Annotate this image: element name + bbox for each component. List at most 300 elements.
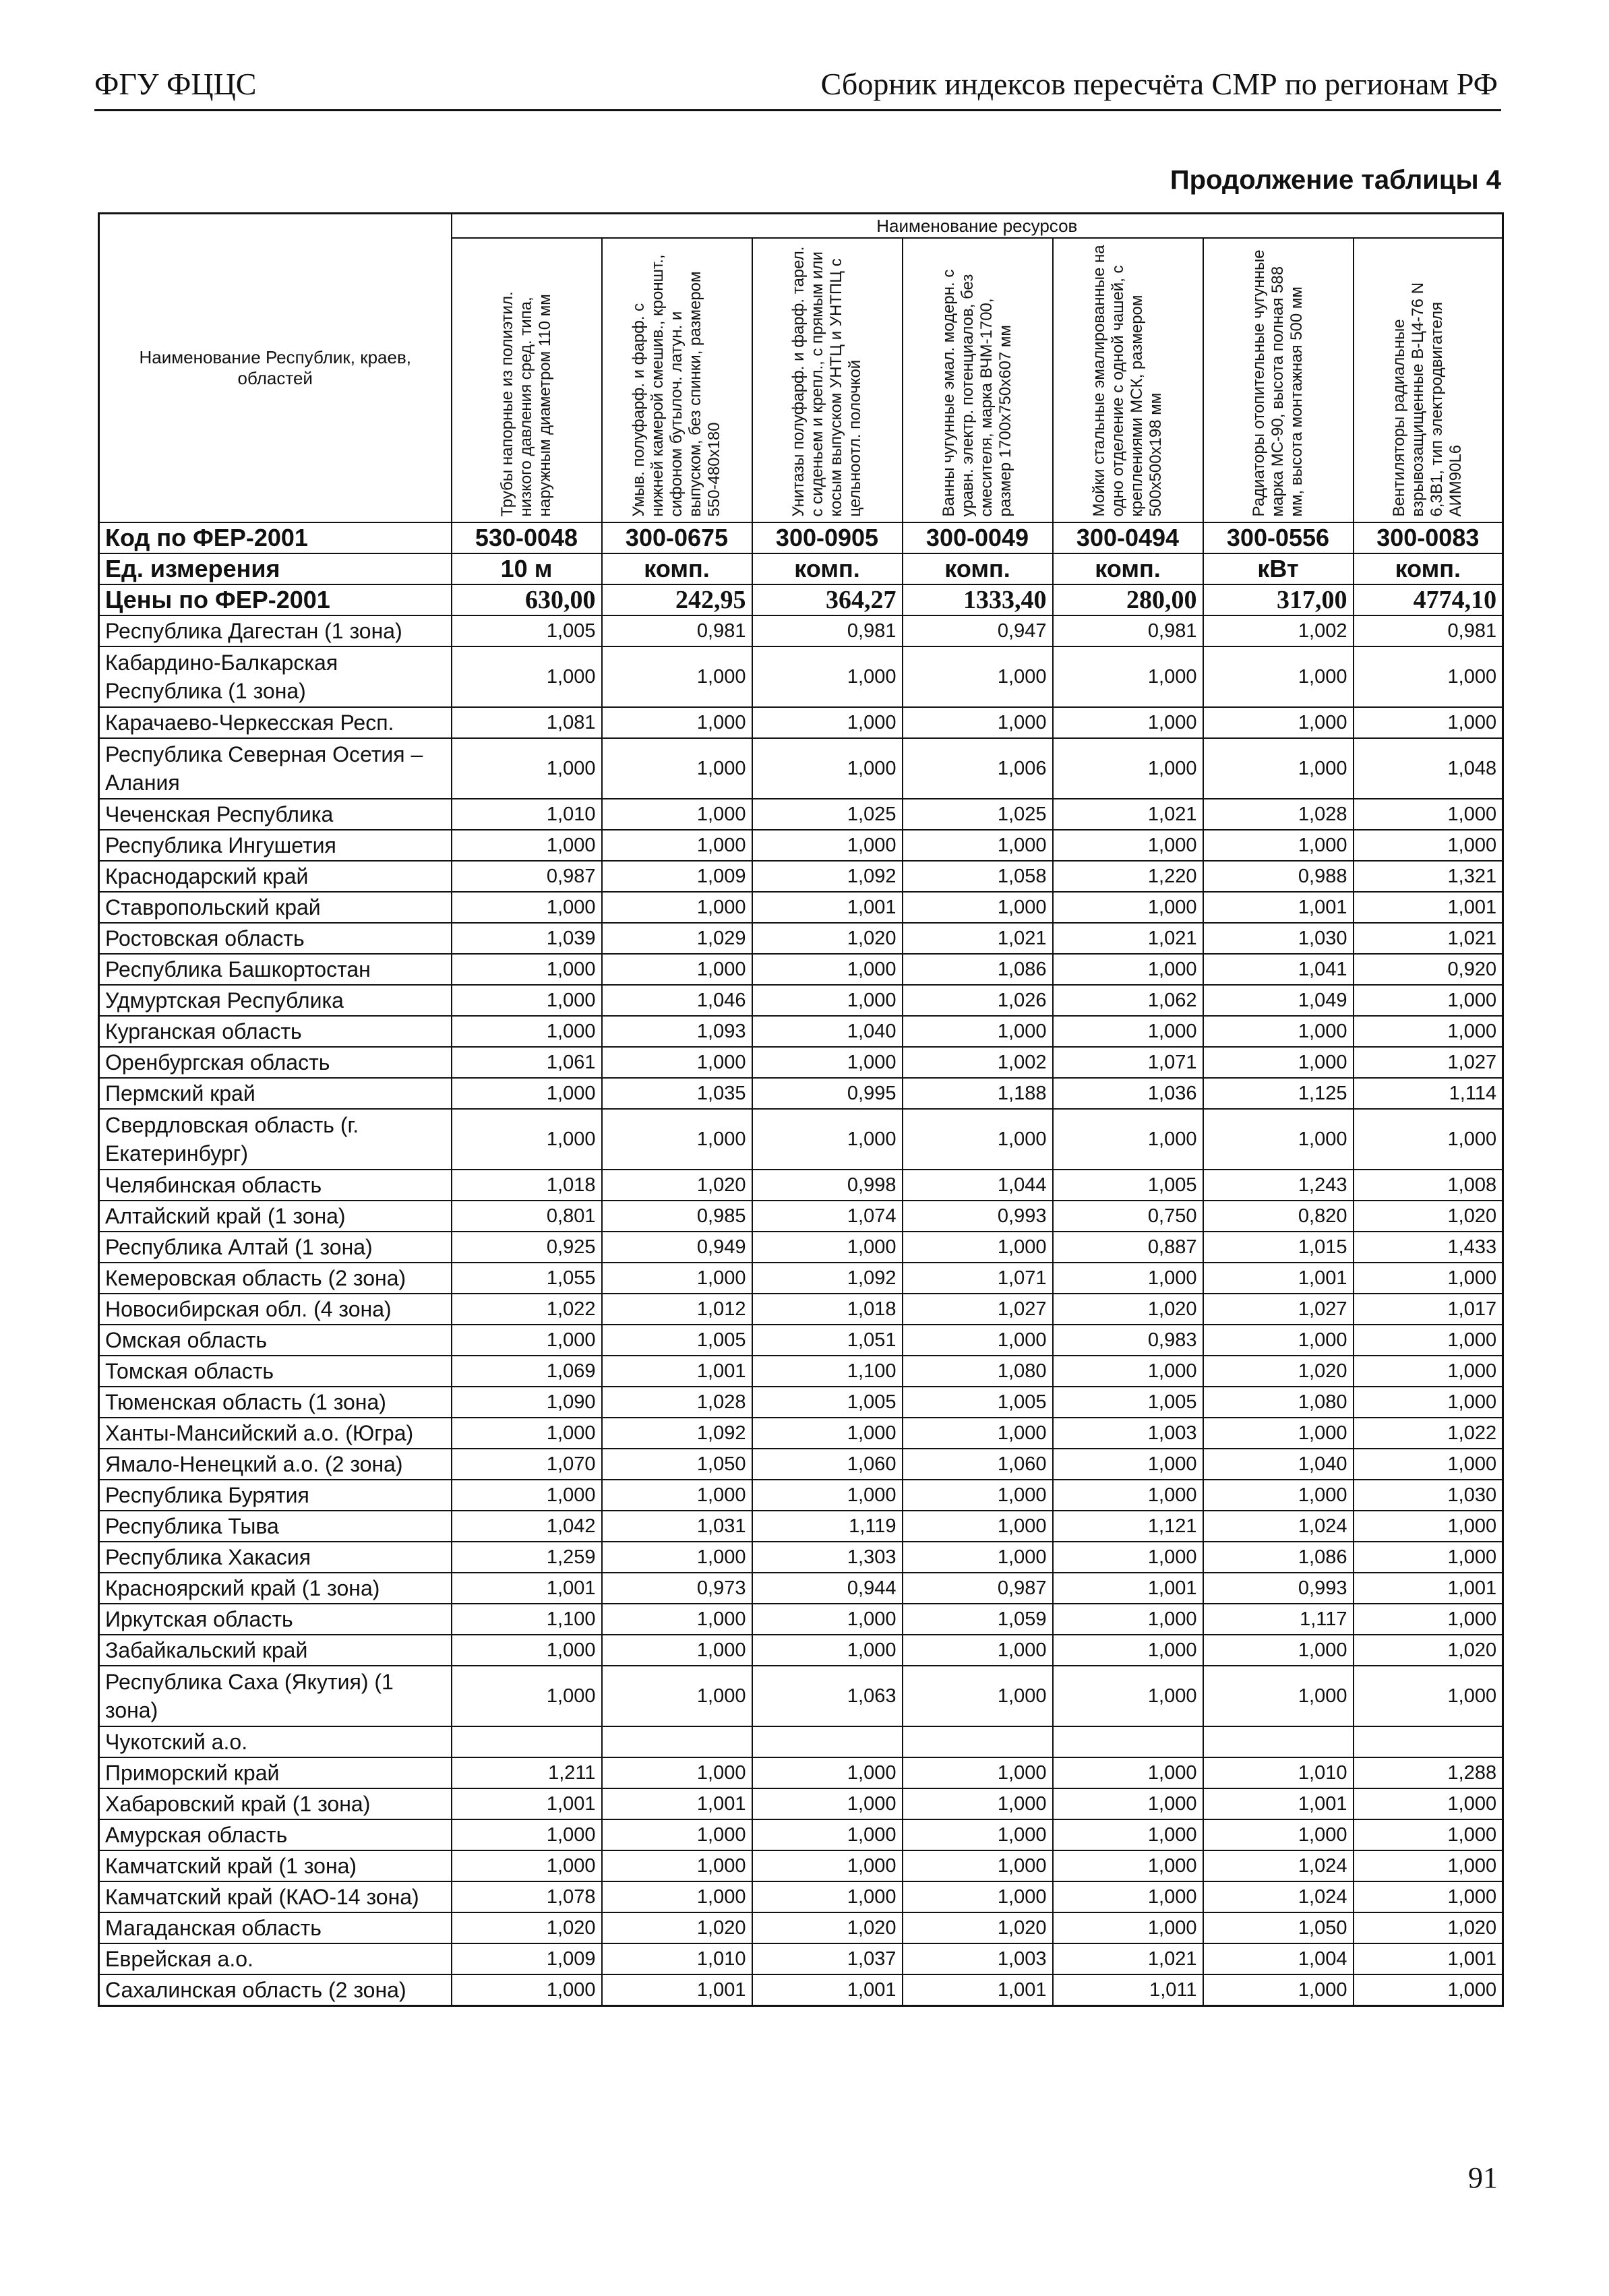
table-row: [99, 1974, 1503, 2006]
index-value: 1,000: [903, 1016, 1053, 1047]
index-value: 1,000: [1053, 1480, 1203, 1511]
index-value: [752, 1726, 903, 1757]
table-row: [99, 1881, 1503, 1912]
index-value: 1,000: [602, 1604, 752, 1635]
index-value: 0,998: [752, 1170, 903, 1201]
table-row: [99, 1047, 1503, 1078]
index-value: 1,000: [452, 1325, 602, 1356]
table-row: [99, 985, 1503, 1016]
index-value: 1,001: [752, 1974, 903, 2006]
index-value: 1,001: [1354, 1943, 1503, 1974]
index-value: 1,006: [903, 738, 1053, 799]
index-value: 1,000: [752, 1788, 903, 1819]
index-value: 1,005: [903, 1387, 1053, 1418]
index-value: 1,000: [602, 1635, 752, 1666]
region-name: Краснодарский край: [99, 861, 452, 892]
index-value: 1,000: [903, 892, 1053, 923]
index-value: 1,003: [903, 1943, 1053, 1974]
region-name: Магаданская область: [99, 1912, 452, 1943]
index-value: 1,000: [903, 1542, 1053, 1573]
index-value: 1,018: [452, 1170, 602, 1201]
unit-row: [99, 553, 1503, 584]
index-value: 1,000: [1354, 1850, 1503, 1881]
index-value: 1,000: [752, 954, 903, 985]
index-value: 1,000: [1053, 1016, 1203, 1047]
index-value: 1,000: [602, 1542, 752, 1573]
index-value: 1,000: [452, 1480, 602, 1511]
index-value: 1,000: [602, 738, 752, 799]
table-row: [99, 1294, 1503, 1325]
region-name: Красноярский край (1 зона): [99, 1573, 452, 1604]
index-value: 1,059: [903, 1604, 1053, 1635]
column-price: 1333,40: [903, 584, 1053, 615]
table-row: [99, 892, 1503, 923]
index-value: 1,001: [1354, 1573, 1503, 1604]
region-name: Чукотский а.о.: [99, 1726, 452, 1757]
index-value: 0,987: [452, 861, 602, 892]
index-value: 1,001: [602, 1356, 752, 1387]
index-value: 1,000: [903, 707, 1053, 738]
column-code: 300-0675: [602, 522, 752, 553]
index-value: 1,027: [1203, 1294, 1354, 1325]
index-value: 1,030: [1354, 1480, 1503, 1511]
column-header: [602, 238, 752, 522]
code-row: [99, 522, 1503, 553]
region-name: Камчатский край (1 зона): [99, 1850, 452, 1881]
index-value: 1,000: [1053, 738, 1203, 799]
index-value: 1,000: [903, 1819, 1053, 1850]
region-name: Алтайский край (1 зона): [99, 1201, 452, 1232]
index-value: 1,000: [1053, 707, 1203, 738]
column-code: 300-0494: [1053, 522, 1203, 553]
index-value: 1,000: [1053, 1356, 1203, 1387]
index-value: 1,000: [602, 1263, 752, 1294]
index-value: 1,020: [602, 1912, 752, 1943]
index-value: 1,000: [1203, 1047, 1354, 1078]
index-value: 1,051: [752, 1325, 903, 1356]
index-value: 1,040: [1203, 1449, 1354, 1480]
index-value: 1,039: [452, 923, 602, 954]
table-row: [99, 707, 1503, 738]
index-value: 1,000: [452, 738, 602, 799]
index-value: 1,028: [602, 1387, 752, 1418]
index-value: 1,024: [1203, 1511, 1354, 1542]
index-value: 1,046: [602, 985, 752, 1016]
index-value: 1,092: [752, 1263, 903, 1294]
column-unit: кВт: [1203, 553, 1354, 584]
index-value: 1,000: [903, 830, 1053, 861]
index-value: 1,020: [1203, 1356, 1354, 1387]
table-row: [99, 861, 1503, 892]
index-value: 1,000: [903, 1325, 1053, 1356]
index-value: 1,000: [1354, 1511, 1503, 1542]
index-value: 0,993: [903, 1201, 1053, 1232]
index-value: 1,000: [1053, 1449, 1203, 1480]
table-row: [99, 923, 1503, 954]
index-value: 1,000: [1203, 1418, 1354, 1449]
index-value: 1,020: [602, 1170, 752, 1201]
index-value: 1,114: [1354, 1078, 1503, 1109]
table-row: [99, 1109, 1503, 1170]
table-row: [99, 1573, 1503, 1604]
column-unit: комп.: [602, 553, 752, 584]
index-value: 1,000: [602, 707, 752, 738]
index-value: 1,000: [903, 1850, 1053, 1881]
index-value: 1,058: [903, 861, 1053, 892]
index-value: 0,995: [752, 1078, 903, 1109]
region-name: Новосибирская обл. (4 зона): [99, 1294, 452, 1325]
index-value: 1,000: [1053, 1109, 1203, 1170]
index-value: 1,050: [602, 1449, 752, 1480]
table-row: [99, 1604, 1503, 1635]
region-name: Республика Тыва: [99, 1511, 452, 1542]
index-value: 1,121: [1053, 1511, 1203, 1542]
index-value: 1,000: [452, 892, 602, 923]
index-value: 1,012: [602, 1294, 752, 1325]
region-name: Ханты-Мансийский а.о. (Югра): [99, 1418, 452, 1449]
header-left: ФГУ ФЦЦС: [94, 67, 257, 101]
index-value: 1,000: [602, 1666, 752, 1726]
index-value: 0,981: [752, 615, 903, 646]
index-value: 1,020: [1354, 1912, 1503, 1943]
index-value: 1,009: [452, 1943, 602, 1974]
index-value: 1,000: [602, 646, 752, 707]
index-value: 1,000: [1354, 1604, 1503, 1635]
index-value: 1,022: [1354, 1418, 1503, 1449]
index-value: 1,021: [1053, 799, 1203, 830]
index-value: 1,040: [752, 1016, 903, 1047]
index-value: [602, 1726, 752, 1757]
index-value: 1,020: [452, 1912, 602, 1943]
table-row: [99, 1325, 1503, 1356]
index-value: 1,005: [602, 1325, 752, 1356]
index-value: 1,001: [452, 1788, 602, 1819]
index-value: 1,041: [1203, 954, 1354, 985]
table-row: [99, 1232, 1503, 1263]
index-value: 1,303: [752, 1542, 903, 1573]
index-value: 0,801: [452, 1201, 602, 1232]
index-value: 1,001: [1203, 892, 1354, 923]
index-value: [452, 1726, 602, 1757]
region-name: Удмуртская Республика: [99, 985, 452, 1016]
index-value: 1,042: [452, 1511, 602, 1542]
index-value: 1,060: [752, 1449, 903, 1480]
index-value: [1354, 1726, 1503, 1757]
index-value: 1,062: [1053, 985, 1203, 1016]
region-name: Республика Северная Осетия – Алания: [99, 738, 452, 799]
region-name: Кемеровская область (2 зона): [99, 1263, 452, 1294]
column-unit: комп.: [752, 553, 903, 584]
index-value: 1,001: [1203, 1788, 1354, 1819]
index-value: 1,000: [602, 892, 752, 923]
index-value: 1,117: [1203, 1604, 1354, 1635]
table-row: [99, 1078, 1503, 1109]
index-value: 1,071: [1053, 1047, 1203, 1078]
index-value: 1,050: [1203, 1912, 1354, 1943]
index-value: 1,000: [1354, 1542, 1503, 1573]
index-value: 0,920: [1354, 954, 1503, 985]
region-name: Омская область: [99, 1325, 452, 1356]
index-value: 1,243: [1203, 1170, 1354, 1201]
index-value: 1,000: [452, 830, 602, 861]
index-value: 1,080: [1203, 1387, 1354, 1418]
index-value: 1,220: [1053, 861, 1203, 892]
index-value: 1,000: [1053, 1819, 1203, 1850]
index-value: 1,000: [602, 1480, 752, 1511]
index-value: 1,000: [752, 985, 903, 1016]
index-value: 1,037: [752, 1943, 903, 1974]
index-value: 1,021: [1354, 923, 1503, 954]
index-value: 1,000: [752, 830, 903, 861]
column-header-text: Трубы напорные из полиэтил. низкого давления сред. типа, наружным диаметром 110 мм: [498, 291, 554, 517]
index-value: 1,000: [752, 646, 903, 707]
index-value: 1,001: [602, 1788, 752, 1819]
index-value: 1,005: [1053, 1387, 1203, 1418]
index-value: 1,000: [1354, 1819, 1503, 1850]
index-value: 1,002: [903, 1047, 1053, 1078]
index-value: 1,025: [903, 799, 1053, 830]
index-value: 0,944: [752, 1573, 903, 1604]
index-value: 1,000: [1203, 738, 1354, 799]
table-row: [99, 615, 1503, 646]
table-row: [99, 1726, 1503, 1757]
table-row: [99, 1449, 1503, 1480]
index-value: 0,949: [602, 1232, 752, 1263]
index-value: 1,000: [452, 1666, 602, 1726]
index-value: 1,125: [1203, 1078, 1354, 1109]
column-unit: 10 м: [452, 553, 602, 584]
column-header-text: Унитазы полуфарф. и фарф. тарел. с сиденьем и крепл., с прямым или косым выпуском УНТЦ и УНТПЦ с цельноотл. полочкой: [789, 246, 864, 517]
index-value: 1,000: [903, 1480, 1053, 1511]
row-header-label: Наименование Республик, краев, областей: [99, 214, 452, 523]
index-value: 1,000: [1053, 954, 1203, 985]
index-value: 1,000: [903, 1666, 1053, 1726]
index-value: 1,000: [903, 646, 1053, 707]
index-value: 1,000: [752, 707, 903, 738]
table-row: [99, 1635, 1503, 1666]
index-value: 1,000: [752, 1881, 903, 1912]
index-value: 1,063: [752, 1666, 903, 1726]
index-value: 1,000: [1203, 1819, 1354, 1850]
index-value: 1,009: [602, 861, 752, 892]
index-value: 1,000: [602, 1757, 752, 1788]
region-name: Курганская область: [99, 1016, 452, 1047]
region-name: Свердловская область (г. Екатеринбург): [99, 1109, 452, 1170]
index-value: 1,119: [752, 1511, 903, 1542]
index-value: 1,000: [452, 1078, 602, 1109]
index-value: 1,024: [1203, 1881, 1354, 1912]
index-value: 1,011: [1053, 1974, 1203, 2006]
region-name: Сахалинская область (2 зона): [99, 1974, 452, 2006]
index-value: 1,003: [1053, 1418, 1203, 1449]
column-code: 300-0556: [1203, 522, 1354, 553]
resource-group-header: Наименование ресурсов: [452, 214, 1503, 239]
table-row: [99, 1850, 1503, 1881]
index-value: 1,000: [1354, 1666, 1503, 1726]
index-value: 1,000: [752, 1757, 903, 1788]
index-value: 1,000: [1203, 1325, 1354, 1356]
index-value: 1,000: [1053, 1604, 1203, 1635]
column-unit: комп.: [1053, 553, 1203, 584]
index-table: [98, 212, 1504, 2007]
index-value: 1,000: [602, 830, 752, 861]
index-value: 1,000: [602, 1881, 752, 1912]
index-value: 1,069: [452, 1356, 602, 1387]
index-value: 1,002: [1203, 615, 1354, 646]
index-value: 1,021: [903, 923, 1053, 954]
table-row: [99, 830, 1503, 861]
column-header: [1053, 238, 1203, 522]
index-value: 1,000: [752, 1047, 903, 1078]
index-value: 1,000: [1053, 1788, 1203, 1819]
index-value: 1,000: [903, 1418, 1053, 1449]
column-unit: комп.: [903, 553, 1053, 584]
index-value: 1,000: [903, 1635, 1053, 1666]
index-value: 0,973: [602, 1573, 752, 1604]
column-header: [752, 238, 903, 522]
index-value: 1,000: [1203, 1635, 1354, 1666]
column-code: 300-0905: [752, 522, 903, 553]
index-value: [903, 1726, 1053, 1757]
region-name: Забайкальский край: [99, 1635, 452, 1666]
index-value: 1,000: [1354, 1387, 1503, 1418]
index-value: 1,321: [1354, 861, 1503, 892]
index-value: 1,000: [452, 1109, 602, 1170]
index-value: 1,030: [1203, 923, 1354, 954]
index-value: 1,024: [1203, 1850, 1354, 1881]
index-value: 1,027: [1354, 1047, 1503, 1078]
index-value: 1,000: [452, 1016, 602, 1047]
index-value: 1,000: [1203, 707, 1354, 738]
table-row: [99, 1819, 1503, 1850]
region-name: Ростовская область: [99, 923, 452, 954]
index-value: 0,987: [903, 1573, 1053, 1604]
price-row: [99, 584, 1503, 615]
index-value: 0,981: [602, 615, 752, 646]
table-row: [99, 1387, 1503, 1418]
index-value: 1,000: [752, 1635, 903, 1666]
index-value: 1,000: [1053, 1850, 1203, 1881]
index-value: 1,000: [1203, 1016, 1354, 1047]
index-value: 1,000: [1354, 1016, 1503, 1047]
index-value: 1,000: [1354, 1325, 1503, 1356]
index-value: 1,000: [903, 1511, 1053, 1542]
region-name: Камчатский край (КАО-14 зона): [99, 1881, 452, 1912]
index-value: 1,020: [1354, 1635, 1503, 1666]
column-header: [1203, 238, 1354, 522]
index-value: 1,000: [903, 1109, 1053, 1170]
index-value: 1,000: [903, 1757, 1053, 1788]
column-price: 242,95: [602, 584, 752, 615]
column-price: 630,00: [452, 584, 602, 615]
index-value: 1,000: [1203, 646, 1354, 707]
index-value: 1,035: [602, 1078, 752, 1109]
index-value: 1,055: [452, 1263, 602, 1294]
index-value: 1,000: [752, 1604, 903, 1635]
index-value: 1,000: [1354, 1788, 1503, 1819]
table-body: [99, 615, 1503, 2006]
index-value: 0,887: [1053, 1232, 1203, 1263]
index-value: 1,000: [1053, 892, 1203, 923]
index-value: 1,000: [1053, 1912, 1203, 1943]
index-value: 1,000: [1053, 1635, 1203, 1666]
index-value: 1,070: [452, 1449, 602, 1480]
index-value: 1,000: [1053, 646, 1203, 707]
region-name: Хабаровский край (1 зона): [99, 1788, 452, 1819]
price-label: Цены по ФЕР-2001: [99, 584, 452, 615]
table-row: [99, 1418, 1503, 1449]
index-value: 1,000: [452, 1974, 602, 2006]
index-value: 1,031: [602, 1511, 752, 1542]
index-value: 1,025: [752, 799, 903, 830]
table-row: [99, 1480, 1503, 1511]
index-value: 1,000: [1053, 830, 1203, 861]
index-value: 1,000: [602, 1850, 752, 1881]
region-name: Республика Алтай (1 зона): [99, 1232, 452, 1263]
index-value: 1,000: [1354, 1109, 1503, 1170]
table-row: [99, 738, 1503, 799]
index-value: 1,000: [1203, 1109, 1354, 1170]
column-header-text: Мойки стальные эмалированные на одно отделение с одной чашей, с креплениями МСК, размером 500х500х198 мм: [1090, 245, 1165, 517]
index-value: 1,015: [1203, 1232, 1354, 1263]
column-code: 300-0049: [903, 522, 1053, 553]
index-value: 1,001: [452, 1573, 602, 1604]
table-row: [99, 1201, 1503, 1232]
index-value: 1,005: [452, 615, 602, 646]
index-value: 1,000: [1203, 1480, 1354, 1511]
index-value: 1,259: [452, 1542, 602, 1573]
index-value: 1,000: [903, 1788, 1053, 1819]
index-value: 1,020: [752, 1912, 903, 1943]
index-value: 1,026: [903, 985, 1053, 1016]
region-name: Челябинская область: [99, 1170, 452, 1201]
index-value: 1,086: [1203, 1542, 1354, 1573]
column-code: 530-0048: [452, 522, 602, 553]
index-value: 1,000: [1354, 1449, 1503, 1480]
column-price: 4774,10: [1354, 584, 1503, 615]
region-name: Томская область: [99, 1356, 452, 1387]
index-value: 1,000: [452, 954, 602, 985]
table-row: [99, 1016, 1503, 1047]
index-value: 1,004: [1203, 1943, 1354, 1974]
table-row: [99, 1757, 1503, 1788]
index-value: 1,020: [903, 1912, 1053, 1943]
column-header-text: Ванны чугунные эмал. модерн. с уравн. электр. потенциалов, без смесителя, марка ВЧМ-1700, размер 1700х750х607 мм: [940, 269, 1014, 517]
index-value: [1053, 1726, 1203, 1757]
index-value: 0,981: [1354, 615, 1503, 646]
region-name: Иркутская область: [99, 1604, 452, 1635]
region-name: Оренбургская область: [99, 1047, 452, 1078]
region-name: Республика Бурятия: [99, 1480, 452, 1511]
index-value: 1,001: [903, 1974, 1053, 2006]
index-value: 1,000: [903, 1232, 1053, 1263]
index-value: 0,820: [1203, 1201, 1354, 1232]
index-value: 1,000: [452, 1850, 602, 1881]
index-value: 1,000: [602, 1109, 752, 1170]
unit-label: Ед. измерения: [99, 553, 452, 584]
index-value: 1,001: [602, 1974, 752, 2006]
region-name: Карачаево-Черкесская Респ.: [99, 707, 452, 738]
region-name: Чеченская Республика: [99, 799, 452, 830]
region-name: Республика Башкортостан: [99, 954, 452, 985]
index-value: 1,081: [452, 707, 602, 738]
index-value: 1,211: [452, 1757, 602, 1788]
index-value: 1,028: [1203, 799, 1354, 830]
index-value: [1203, 1726, 1354, 1757]
index-value: 1,100: [452, 1604, 602, 1635]
region-name: Республика Дагестан (1 зона): [99, 615, 452, 646]
index-value: 1,000: [1053, 1542, 1203, 1573]
